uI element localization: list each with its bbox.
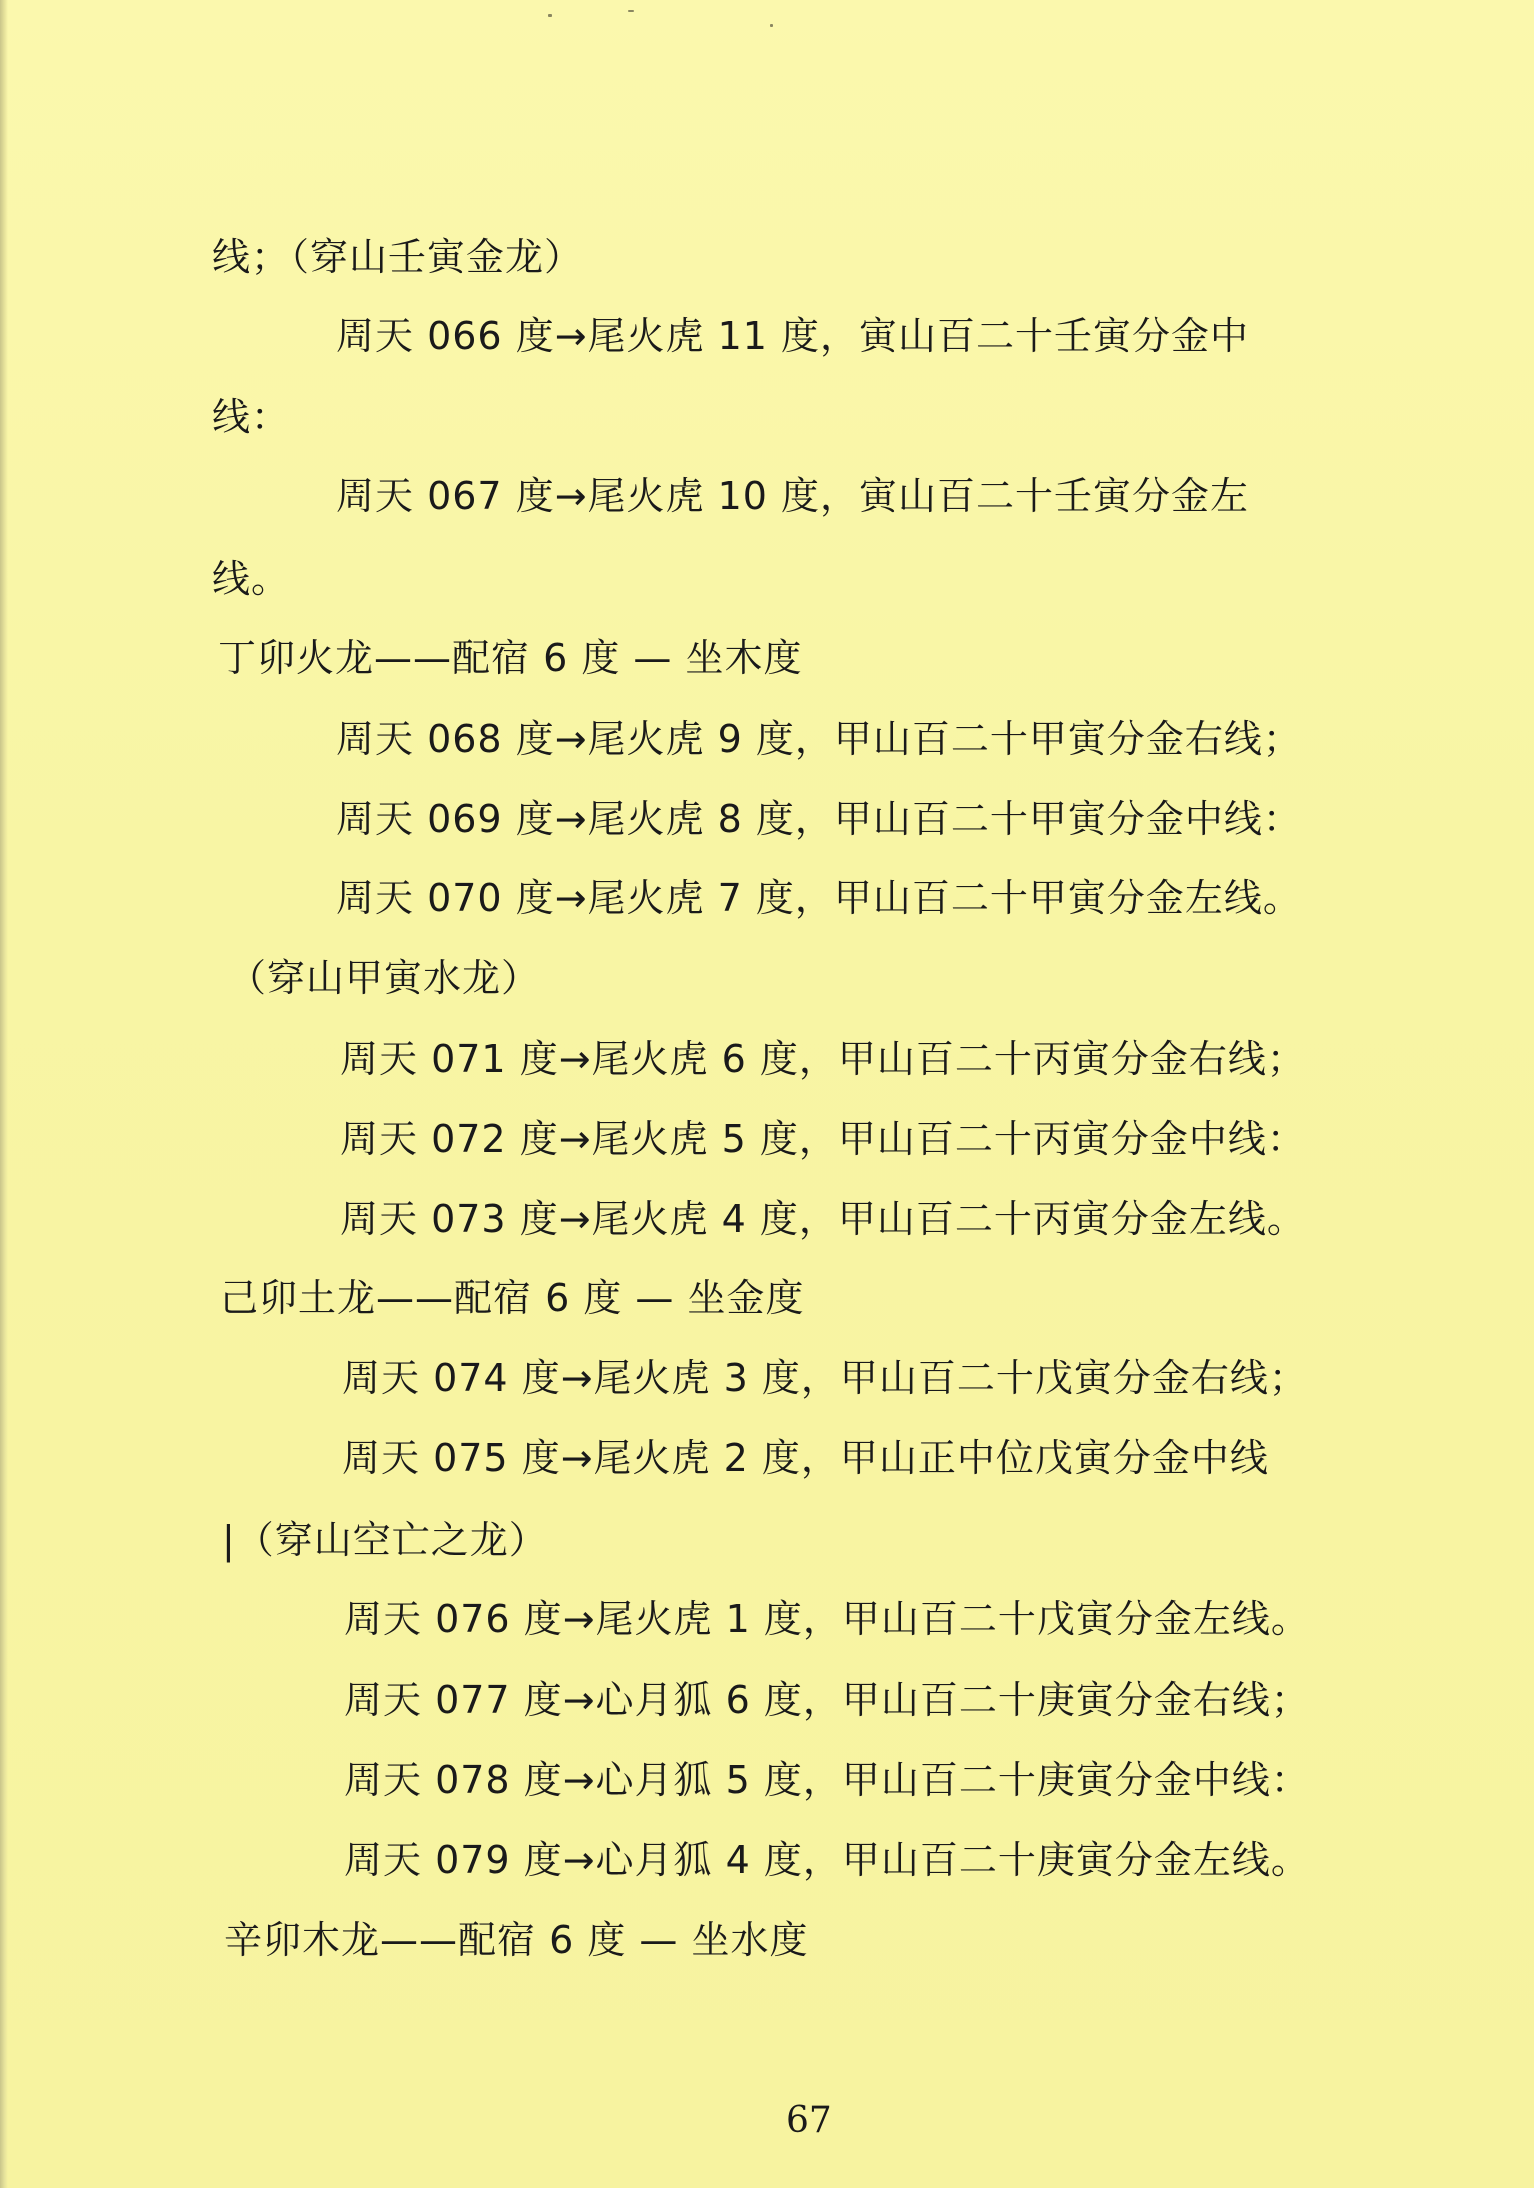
scan-edge (0, 0, 8, 2188)
text-line: 周天 078 度→心月狐 5 度，甲山百二十庚寅分金中线： (344, 1758, 1310, 1802)
text-line: （穿山甲寅水龙） (228, 956, 541, 1000)
text-line: 周天 077 度→心月狐 6 度，甲山百二十庚寅分金右线； (344, 1678, 1310, 1722)
text-line: 周天 076 度→尾火虎 1 度，甲山百二十戊寅分金左线。 (344, 1597, 1310, 1641)
text-line: 周天 071 度→尾火虎 6 度，甲山百二十丙寅分金右线； (340, 1037, 1306, 1081)
text-line: 周天 079 度→心月狐 4 度，甲山百二十庚寅分金左线。 (344, 1838, 1310, 1882)
text-line: 线： (212, 395, 291, 439)
text-line: 周天 066 度→尾火虎 11 度，寅山百二十壬寅分金中 (336, 314, 1250, 358)
text-line: 周天 070 度→尾火虎 7 度，甲山百二十甲寅分金左线。 (336, 876, 1302, 920)
heading-line: 辛卯木龙——配宿 6 度 — 坐水度 (224, 1918, 809, 1962)
scan-speck (628, 10, 634, 12)
scan-speck (548, 14, 552, 17)
text-line: 周天 073 度→尾火虎 4 度，甲山百二十丙寅分金左线。 (340, 1197, 1306, 1241)
text-line: |（穿山空亡之龙） (222, 1518, 548, 1562)
text-line: 线；（穿山壬寅金龙） (212, 235, 584, 279)
text-line: 周天 074 度→尾火虎 3 度，甲山百二十戊寅分金右线； (342, 1356, 1308, 1400)
text-line: 周天 069 度→尾火虎 8 度，甲山百二十甲寅分金中线： (336, 797, 1302, 841)
scan-speck (770, 24, 773, 27)
page-number: 67 (786, 2100, 832, 2141)
heading-line: 己卯土龙——配宿 6 度 — 坐金度 (220, 1276, 805, 1320)
text-line: 周天 068 度→尾火虎 9 度，甲山百二十甲寅分金右线； (336, 717, 1302, 761)
text-line: 周天 075 度→尾火虎 2 度，甲山正中位戊寅分金中线 (342, 1436, 1269, 1480)
heading-line: 丁卯火龙——配宿 6 度 — 坐木度 (218, 636, 803, 680)
text-line: 周天 072 度→尾火虎 5 度，甲山百二十丙寅分金中线： (340, 1117, 1306, 1161)
text-line: 周天 067 度→尾火虎 10 度，寅山百二十壬寅分金左 (336, 474, 1250, 518)
text-line: 线。 (212, 557, 291, 601)
